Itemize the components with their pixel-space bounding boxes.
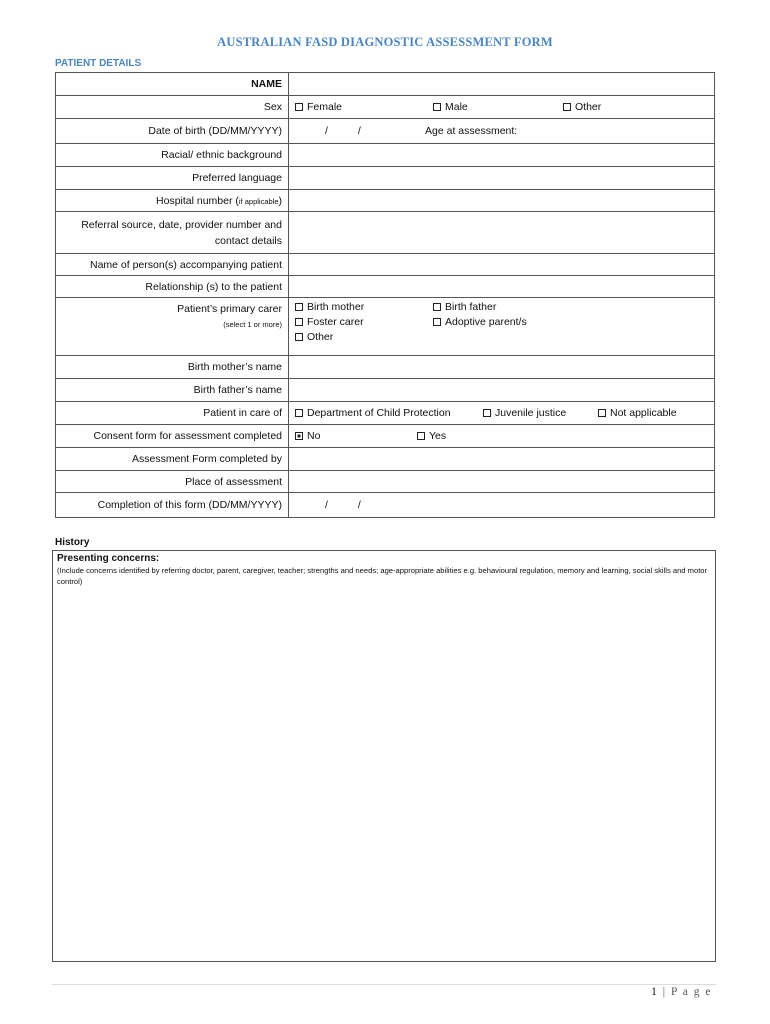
row-place (56, 471, 715, 493)
name-label: NAME (56, 73, 289, 96)
checkbox-icon[interactable] (417, 432, 425, 440)
row-referral (56, 212, 715, 254)
dob-label: Date of birth (DD/MM/YYYY) (56, 119, 289, 144)
accompany-label: Name of person(s) accompanying patient (56, 254, 289, 276)
completed-by-field[interactable] (289, 448, 715, 471)
checked-checkbox-icon[interactable] (295, 432, 303, 440)
hospital-label: Hospital number (if applicable) (56, 190, 289, 212)
checkbox-icon[interactable] (563, 103, 571, 111)
relationship-label: Relationship (s) to the patient (56, 276, 289, 298)
row-ethnic (56, 144, 715, 167)
completion-label: Completion of this form (DD/MM/YYYY) (56, 493, 289, 518)
relationship-field[interactable] (289, 276, 715, 298)
care-dcp-option[interactable]: Department of Child Protection (295, 407, 483, 419)
accompany-field[interactable] (289, 254, 715, 276)
carer-birth-father-option[interactable]: Birth father (433, 301, 583, 313)
row-dob (56, 119, 715, 144)
checkbox-icon[interactable] (433, 318, 441, 326)
sex-label: Sex (56, 96, 289, 119)
consent-no-option[interactable]: No (295, 430, 417, 442)
hospital-field[interactable] (289, 190, 715, 212)
presenting-concerns-note: (Include concerns identified by referring doctor, parent, caregiver, teacher; strengths and needs; age-appropriate abilities e.g. behavioural regulation, memory and learning, social skills and motor control) (57, 566, 708, 586)
place-field[interactable] (289, 471, 715, 493)
sex-male-option[interactable]: Male (433, 101, 563, 113)
age-at-assessment-label: Age at assessment: (425, 125, 518, 137)
ethnic-label: Racial/ ethnic background (56, 144, 289, 167)
patient-details-table (55, 72, 715, 518)
row-sex (56, 96, 715, 119)
checkbox-icon[interactable] (433, 303, 441, 311)
consent-label: Consent form for assessment completed (56, 425, 289, 448)
language-label: Preferred language (56, 167, 289, 190)
history-heading: History (55, 537, 90, 548)
completed-by-label: Assessment Form completed by (56, 448, 289, 471)
checkbox-icon[interactable] (295, 318, 303, 326)
presenting-concerns-title: Presenting concerns: (57, 553, 160, 564)
dob-field[interactable]: / / Age at assessment: (289, 119, 715, 144)
mother-field[interactable] (289, 356, 715, 379)
row-consent (56, 425, 715, 448)
row-carer (56, 298, 715, 356)
completion-date-field[interactable]: / / (289, 493, 715, 518)
checkbox-icon[interactable] (295, 103, 303, 111)
row-language (56, 167, 715, 190)
place-label: Place of assessment (56, 471, 289, 493)
carer-foster-option[interactable]: Foster carer (295, 316, 433, 328)
page-footer: 1 | P a g e (651, 986, 712, 998)
checkbox-icon[interactable] (295, 333, 303, 341)
sex-other-option[interactable]: Other (563, 101, 683, 113)
row-accompany (56, 254, 715, 276)
row-completion (56, 493, 715, 518)
page-number: 1 (651, 986, 659, 998)
ethnic-field[interactable] (289, 144, 715, 167)
checkbox-icon[interactable] (433, 103, 441, 111)
mother-label: Birth mother’s name (56, 356, 289, 379)
name-field[interactable] (289, 73, 715, 96)
father-field[interactable] (289, 379, 715, 402)
checkbox-icon[interactable] (295, 409, 303, 417)
referral-label: Referral source, date, provider number and contact details (56, 212, 289, 254)
father-label: Birth father’s name (56, 379, 289, 402)
carer-birth-mother-option[interactable]: Birth mother (295, 301, 433, 313)
carer-other-option[interactable]: Other (295, 331, 433, 343)
language-field[interactable] (289, 167, 715, 190)
presenting-concerns-box[interactable] (52, 550, 716, 962)
carer-adoptive-option[interactable]: Adoptive parent/s (433, 316, 583, 328)
checkbox-icon[interactable] (295, 303, 303, 311)
carer-label: Patient’s primary carer (select 1 or more) (56, 298, 289, 356)
checkbox-icon[interactable] (598, 409, 606, 417)
footer-divider (52, 984, 716, 985)
form-title: AUSTRALIAN FASD DIAGNOSTIC ASSESSMENT FORM (217, 35, 553, 49)
care-na-option[interactable]: Not applicable (598, 407, 708, 419)
referral-field[interactable] (289, 212, 715, 254)
care-label: Patient in care of (56, 402, 289, 425)
consent-yes-option[interactable]: Yes (417, 430, 477, 442)
row-completed-by (56, 448, 715, 471)
care-juvenile-option[interactable]: Juvenile justice (483, 407, 598, 419)
row-mother (56, 356, 715, 379)
row-name (56, 73, 715, 96)
section-patient-details: PATIENT DETAILS (55, 58, 142, 69)
row-relationship (56, 276, 715, 298)
row-father (56, 379, 715, 402)
checkbox-icon[interactable] (483, 409, 491, 417)
sex-female-option[interactable]: Female (295, 101, 433, 113)
row-care (56, 402, 715, 425)
row-hospital (56, 190, 715, 212)
